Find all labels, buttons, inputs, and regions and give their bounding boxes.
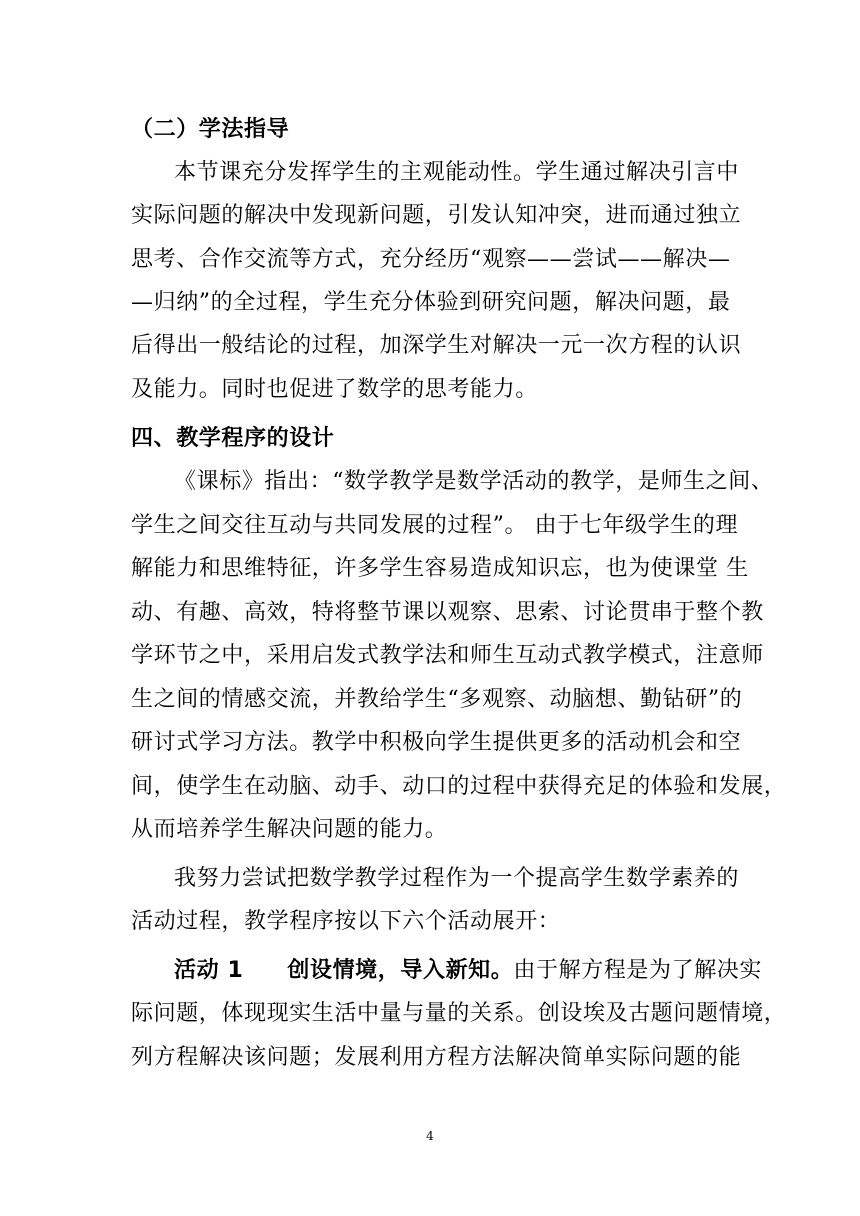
paragraph-line: 研讨式学习方法。教学中积极向学生提供更多的活动机会和空	[131, 730, 742, 755]
paragraph-line: 学生之间交往互动与共同发展的过程”。 由于七年级学生的理	[131, 513, 739, 538]
activity-label: 活动 1	[174, 958, 244, 983]
page-number: 4	[426, 1129, 434, 1143]
activity-line	[174, 956, 762, 986]
section-heading-teaching-procedure: 四、教学程序的设计	[131, 426, 335, 451]
paragraph-line: 际问题，体现现实生活中量与量的关系。创设埃及古题问题情境，	[131, 1001, 787, 1026]
activity-text: 由于解方程是为了解决实	[513, 958, 762, 983]
paragraph-line: 后得出一般结论的过程，加深学生对解决一元一次方程的认识	[131, 333, 742, 358]
paragraph-line: 生之间的情感交流，并教给学生“多观察、动脑想、勤钻研”的	[131, 687, 743, 712]
paragraph-line: 思考、合作交流等方式，充分经历“观察——尝试——解决—	[131, 247, 731, 272]
paragraph-line: 从而培养学生解决问题的能力。	[131, 817, 448, 842]
paragraph-line: 活动过程，教学程序按以下六个活动展开：	[131, 909, 561, 934]
paragraph-line: 解能力和思维特征，许多学生容易造成知识忘，也为使课堂 生	[131, 556, 749, 581]
paragraph-line: —归纳”的全过程，学生充分体验到研究问题，解决问题，最	[131, 290, 731, 315]
activity-title: 创设情境，导入新知。	[287, 958, 514, 983]
paragraph-line: 学环节之中，采用启发式教学法和师生互动式教学模式，注意师	[131, 643, 764, 668]
paragraph-line: 我努力尝试把数学教学过程作为一个提高学生数学素养的	[174, 866, 740, 891]
paragraph-line: 本节课充分发挥学生的主观能动性。学生通过解决引言中	[174, 160, 740, 185]
paragraph-line: 及能力。同时也促进了数学的思考能力。	[131, 377, 538, 402]
paragraph-line: 实际问题的解决中发现新问题，引发认知冲突，进而通过独立	[131, 203, 742, 228]
paragraph-line: 间，使学生在动脑、动手、动口的过程中获得充足的体验和发展，	[131, 774, 787, 799]
paragraph-line: 动、有趣、高效，特将整节课以观察、思索、讨论贯串于整个教	[131, 600, 764, 625]
paragraph-line: 列方程解决该问题；发展利用方程方法解决简单实际问题的能	[131, 1045, 742, 1070]
paragraph-line: 《课标》指出：“数学教学是数学活动的教学，是师生之间、	[174, 469, 774, 494]
section-heading-study-guidance: （二）学法指导	[131, 117, 290, 142]
